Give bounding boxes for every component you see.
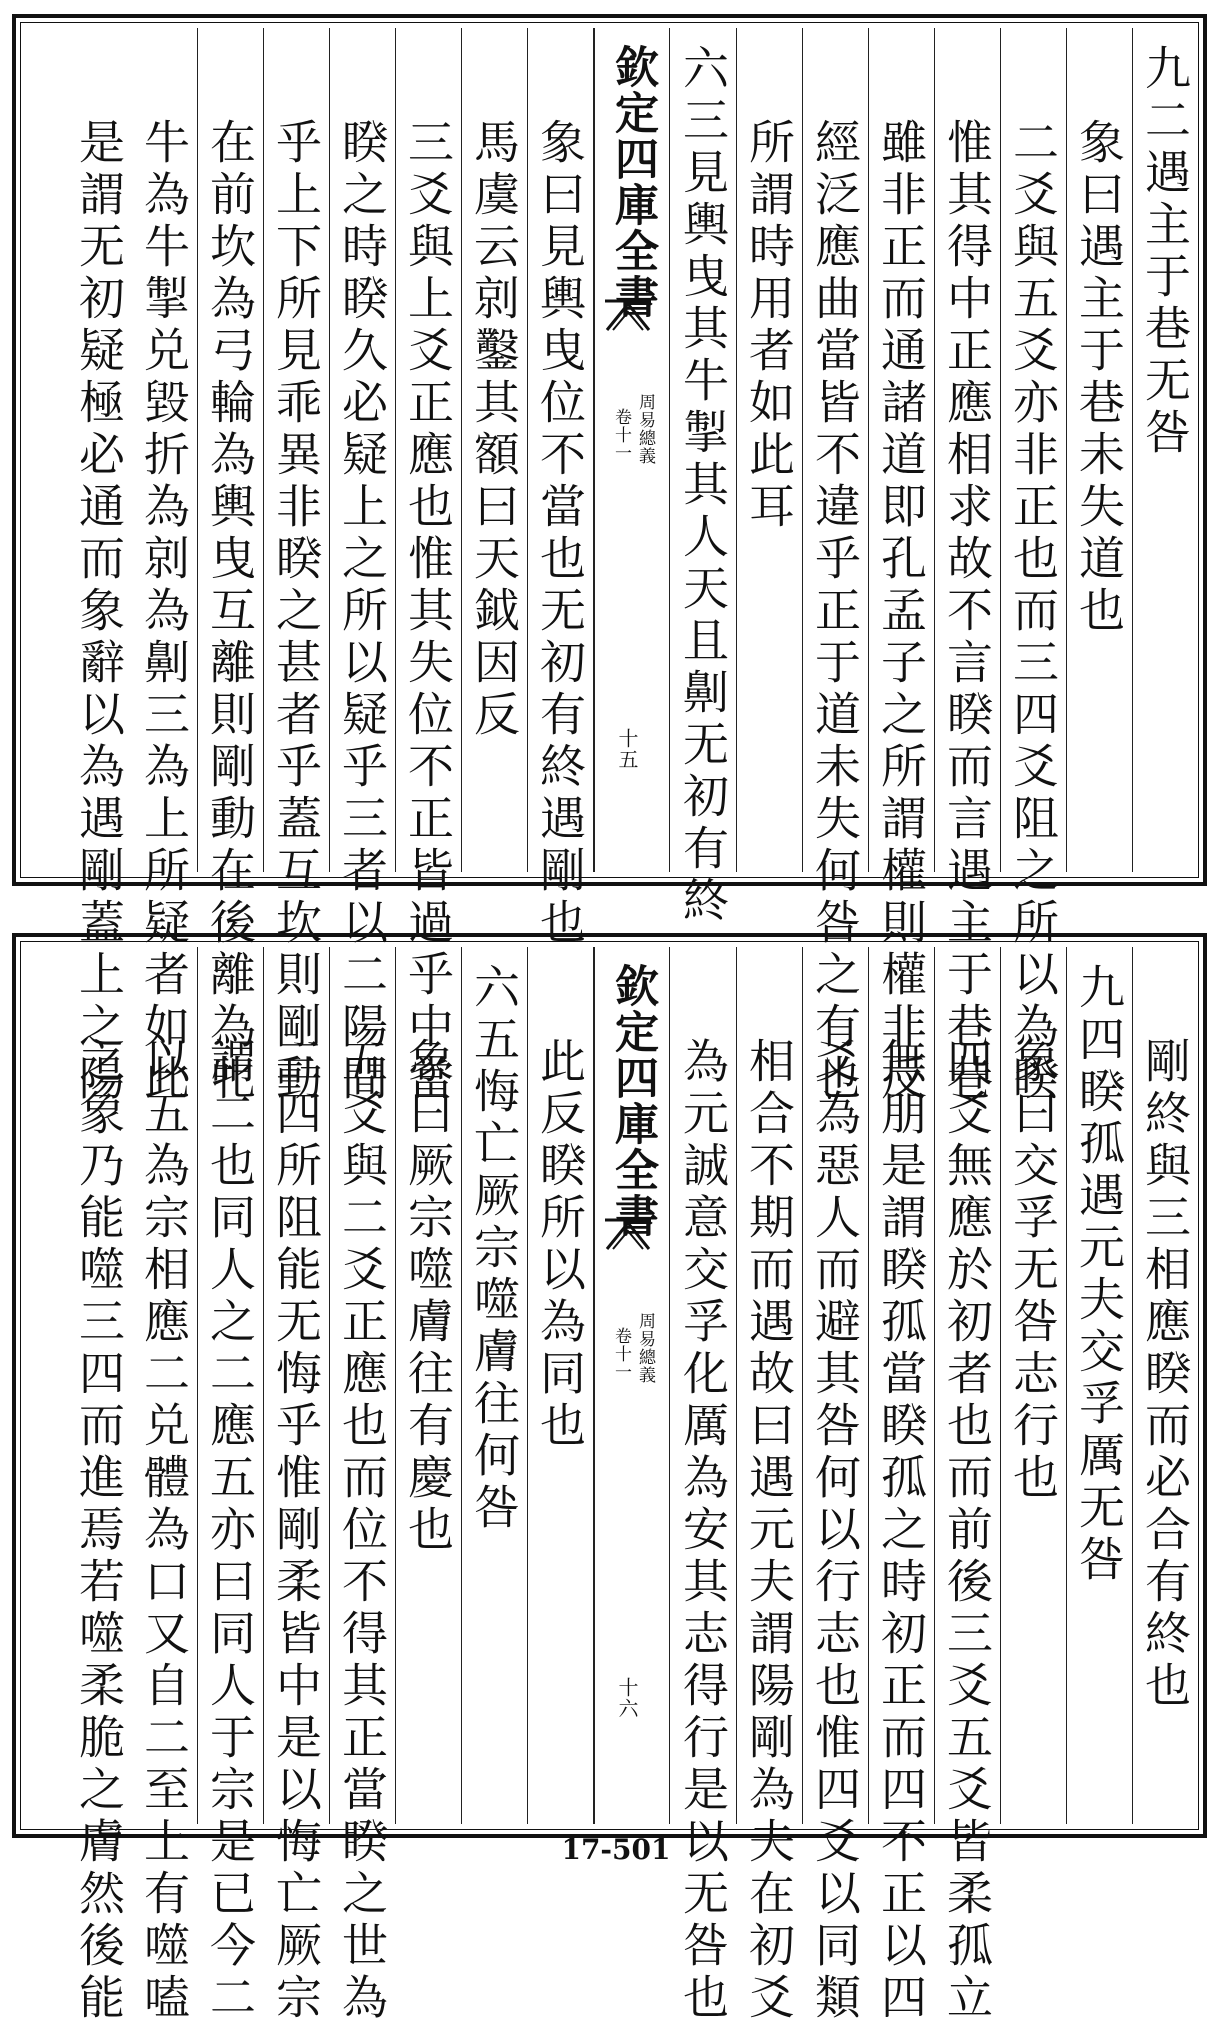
column-text: 二爻與五爻亦非正也而三四爻阻之所以為睽	[1006, 118, 1060, 1106]
column-text: 九四睽孤遇元夫交孚厲无咎	[1072, 963, 1126, 1587]
text-column	[737, 947, 803, 2025]
banner-title: 欽定四庫全書	[607, 963, 658, 1239]
column-text: 馬虞云剠鑿其額曰天鉞因反	[467, 118, 521, 742]
column-text: 謂二也同人之二應五亦曰同人于宗是已今二	[203, 1037, 257, 2025]
column-text: 經泛應曲當皆不違乎正于道未失何咎之有也	[808, 118, 862, 1106]
column-text: 此反睽所以為同也	[533, 1037, 587, 1453]
text-column	[198, 947, 264, 2025]
column-text: 之象乃能噬三四而進焉若噬柔脆之膚然後能	[72, 1037, 126, 2025]
book-title: 周易總義	[635, 393, 655, 465]
fish-tail-ornament	[605, 298, 651, 332]
column-text: 無朋是謂睽孤當睽孤之時初正而四不正以四	[874, 1037, 928, 2025]
volume-number: 卷十一	[611, 408, 631, 462]
column-text: 爻為惡人而避其咎何以行志也惟四爻以同類	[808, 1037, 862, 2025]
column-text: 五爻與二爻正應也而位不得其正當睽之世為	[335, 1037, 389, 2025]
banner-title: 欽定四庫全書	[607, 44, 658, 320]
text-column	[671, 28, 737, 928]
text-column	[264, 28, 330, 1106]
text-column	[264, 947, 330, 2025]
text-column	[1133, 947, 1199, 1824]
text-column	[66, 28, 132, 1106]
text-column	[198, 28, 264, 1106]
column-text: 象曰交孚无咎志行也	[1006, 1037, 1060, 1505]
column-text: 為元誠意交孚化厲為安其志得行是以无咎也	[676, 1037, 730, 2025]
column-text: 惟其得中正應相求故不言睽而言遇主于巷巷	[940, 118, 994, 1106]
column-text: 六三見輿曳其牛掣其人天且劓无初有終	[676, 44, 730, 928]
text-column	[1133, 28, 1199, 872]
column-text: 象曰遇主于巷未失道也	[1072, 118, 1126, 638]
column-text: 雖非正而通諸道即孔孟子之所謂權則權非反	[874, 118, 928, 1106]
text-column	[737, 28, 803, 872]
column-text: 三四所阻能无悔乎惟剛柔皆中是以悔亡厥宗	[269, 1037, 323, 2025]
column-text: 睽之時睽久必疑上之所以疑乎三者以二陽間	[335, 118, 389, 1106]
column-text: 四爻無應於初者也而前後三爻五爻皆柔孤立	[940, 1037, 994, 2025]
leaf-number: 十六	[615, 1677, 639, 1719]
text-column	[330, 28, 396, 1106]
book-title: 周易總義	[635, 1312, 655, 1384]
volume-number: 卷十一	[611, 1327, 631, 1381]
text-column	[1001, 947, 1067, 1824]
column-text: 九二遇主于巷无咎	[1138, 44, 1192, 460]
text-column	[462, 947, 528, 1824]
column-text: 象曰厥宗噬膚往有慶也	[401, 1037, 455, 1557]
column-text: 牛為牛掣兑毀折為剠為劓三為上所疑者如此	[137, 118, 191, 1106]
text-column	[66, 947, 132, 2025]
text-column	[462, 28, 528, 872]
column-text: 剛終與三相應睽而必合有終也	[1138, 1037, 1192, 1713]
text-column	[935, 947, 1001, 2025]
text-column	[803, 947, 869, 2025]
text-column	[330, 947, 396, 2025]
text-column	[1001, 28, 1067, 1106]
text-column	[132, 28, 198, 1106]
top-leaf	[12, 14, 1207, 1106]
leaf-number: 十五	[615, 728, 639, 770]
text-column	[132, 947, 198, 2025]
column-text: 所謂時用者如此耳	[742, 118, 796, 534]
text-column	[869, 28, 935, 1106]
text-column	[935, 28, 1001, 1106]
column-text: 是謂无初疑極必通而象辭以為遇剛蓋上之陽	[72, 118, 126, 1106]
column-text: 六五悔亡厥宗噬膚往何咎	[467, 963, 521, 1535]
text-column	[1067, 28, 1133, 872]
text-column	[1067, 947, 1133, 1824]
column-text: 相合不期而遇故曰遇元夫謂陽剛為夫在初爻	[742, 1037, 796, 2025]
text-column	[869, 947, 935, 2025]
text-column	[803, 28, 869, 1106]
page-number: 17-501	[561, 1833, 671, 1866]
text-column	[396, 947, 462, 1824]
column-text: 象曰見輿曳位不當也无初有終遇剛也	[533, 118, 587, 950]
text-column	[528, 28, 594, 950]
column-text: 乎上下所見乖異非睽之甚者乎蓋互坎則剛動	[269, 118, 323, 1106]
column-text: 以五為宗相應二兑體為口又自二至上有噬嗑	[137, 1037, 191, 2025]
text-column	[528, 947, 594, 1824]
text-column	[671, 947, 737, 2025]
fish-tail-ornament	[605, 1217, 651, 1251]
column-text: 在前坎為弓輪為輿曳互離則剛動在後離為牝	[203, 118, 257, 1106]
column-text: 三爻與上爻正應也惟其失位不正皆過乎中當	[401, 118, 455, 1106]
center-banner	[594, 28, 670, 872]
center-banner	[594, 947, 670, 1824]
text-column	[396, 28, 462, 1106]
